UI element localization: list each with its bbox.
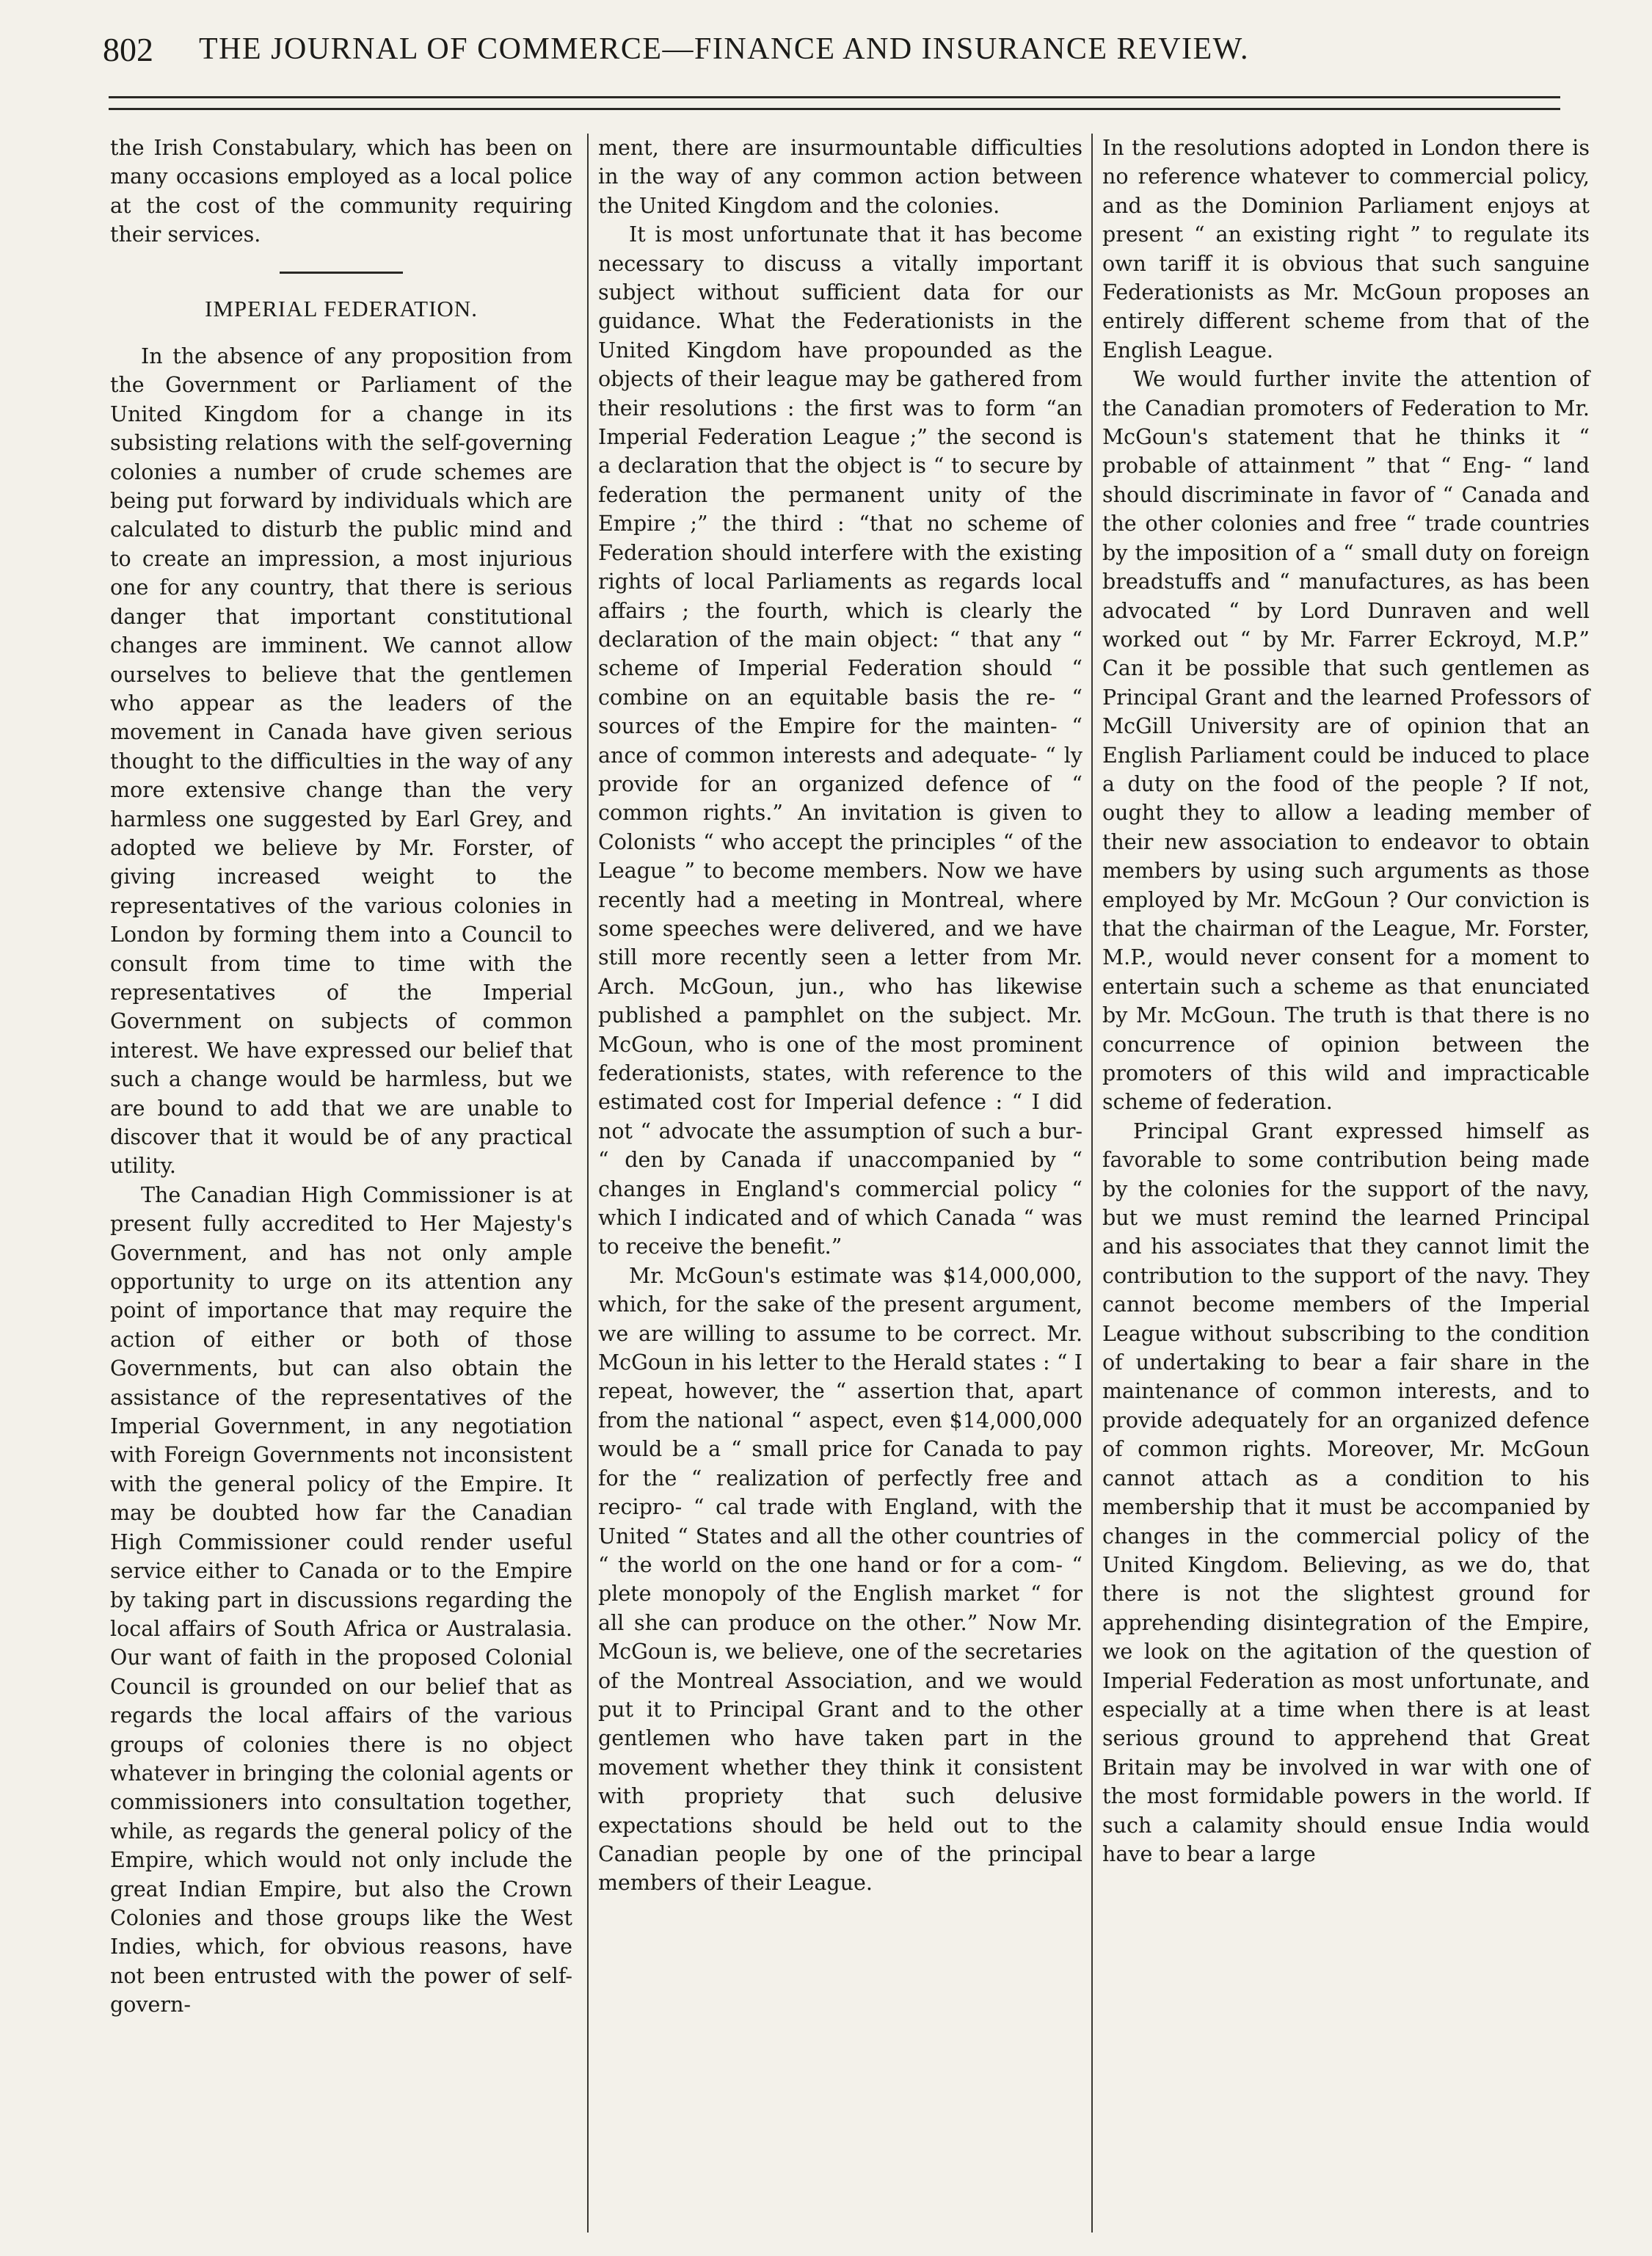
header-rule-bottom bbox=[109, 108, 1560, 110]
column-divider bbox=[587, 134, 589, 2233]
page-header bbox=[103, 23, 1600, 75]
column-2 bbox=[598, 134, 1082, 1898]
article-paragraph: In the resolutions adopted in London there is no reference whatever to commercial policy, and as the Dominion Parliament enjoys at present “ an existing right ” to regulate its own tariff it is obvious that such sanguine Federationists as Mr. McGoun proposes an entirely different scheme from that of the English League. bbox=[1102, 136, 1590, 363]
article-heading: IMPERIAL FEDERATION. bbox=[205, 295, 478, 321]
article-paragraph: ment, there are insurmountable difficulties in the way of any common action between the United Kingdom and the colonies. bbox=[598, 136, 1082, 218]
article-paragraph: The Canadian High Commissioner is at present fully accredited to Her Majesty's Government, and has not only ample opportunity to urge on its attention any point of importance that may require the action of either or both of those Governments, but can also obtain the assistance of the representatives of the Imperial Government, in any negotiation with Foreign Governments not inconsistent with the general policy of the Empire. It may be doubted how far the Canadian High Commissioner could render useful service either to Canada or to the Empire by taking part in discussions regarding the local affairs of South Africa or Australasia. Our want of faith in the proposed Colonial Council is grounded on our belief that as regards the local affairs of the various groups of colonies there is no object whatever in bringing the colonial agents or commissioners into consultation together, while, as regards the general policy of the Empire, which would not only include the great Indian Empire, but also the Crown Colonies and those groups like the West Indies, which, for obvious reasons, have not been entrusted with the power of self-govern- bbox=[110, 1182, 572, 2017]
article-paragraph: In the absence of any proposition from the Government or Parliament of the United Kingdom for a change in its subsisting relations with the self-governing colonies a number of crude schemes are being put forward by individuals which are calculated to disturb the public mind and to create an impression, a most injurious one for any country, that there is serious danger that important constitutional changes are imminent. We cannot allow ourselves to believe that the gentlemen who appear as the leaders of the movement in Canada have given serious thought to the difficulties in the way of any more extensive change than the very harmless one suggested by Earl Grey, and adopted we believe by Mr. Forster, of giving increased weight to the representatives of the various colonies in London by forming them into a Council to consult from time to time with the representatives of the Imperial Government on subjects of common interest. We have expressed our belief that such a change would be harmless, but we are bound to add that we are unable to discover that it would be of any practical utility. bbox=[110, 344, 572, 1179]
column-1 bbox=[110, 134, 572, 2020]
article-paragraph: Mr. McGoun's estimate was $14,000,000, which, for the sake of the present argument, we are willing to assume to be correct. Mr. McGoun in his letter to the Herald states : “ I repeat, however, the “ assertion that, apart from the national “ aspect, even $14,000,000 would be a “ small price for Canada to pay for the “ realization of perfectly free and recipro- “ cal trade with England, with the United “ States and all the other countries of “ the world on the one hand or for a com- “ plete monopoly of the English market “ for all she can produce on the other.” Now Mr. McGoun is, we believe, one of the secretaries of the Montreal Association, and we would put it to Principal Grant and to the other gentlemen who have taken part in the movement whether they think it consistent with propriety that such delusive expectations should be held out to the Canadian people by one of the principal members of their League. bbox=[598, 1263, 1082, 1896]
column-3 bbox=[1102, 134, 1590, 1869]
article-paragraph: We would further invite the attention of the Canadian promoters of Federation to Mr. McGoun's statement that he thinks it “ probable of attainment ” that “ Eng- “ land should discriminate in favor of “ Canada and the other colonies and free “ trade countries by the imposition of a “ small duty on foreign breadstuffs and “ manufactures, as has been advocated “ by Lord Dunraven and well worked out “ by Mr. Farrer Eckroyd, M.P.” Can it be possible that such gentlemen as Principal Grant and the learned Professors of McGill University are of opinion that an English Parliament could be induced to place a duty on the food of the people ? If not, ought they to allow a leading member of their new association to endeavor to obtain members by using such arguments as those employed by Mr. McGoun ? Our conviction is that the chairman of the League, Mr. Forster, M.P., would never consent for a moment to entertain such a scheme as that enunciated by Mr. McGoun. The truth is that there is no concurrence of opinion between the promoters of this wild and impracticable scheme of federation. bbox=[1102, 367, 1590, 1115]
section-divider bbox=[280, 272, 403, 274]
page-number: 802 bbox=[103, 30, 153, 68]
column-divider bbox=[1091, 134, 1093, 2233]
article-paragraph: It is most unfortunate that it has become necessary to discuss a vitally important subject without sufficient data for our guidance. What the Federationists in the United Kingdom have propounded as the objects of their league may be gathered from their resolutions : the first was to form “an Imperial Federation League ;” the second is a declaration that the object is “ to secure by federation the permanent unity of the Empire ;” the third : “that no scheme of Federation should interfere with the existing rights of local Parliaments as regards local affairs ; the fourth, which is clearly the declaration of the main object: “ that any “ scheme of Imperial Federation should “ combine on an equitable basis the re- “ sources of the Empire for the mainten- “ ance of common interests and adequate- “ ly provide for an organized defence of “ common rights.” An invitation is given to Colonists “ who accept the principles “ of the League ” to become members. Now we have recently had a meeting in Montreal, where some speeches were delivered, and we have still more recently seen a letter from Mr. Arch. McGoun, jun., who has likewise published a pamphlet on the subject. Mr. McGoun, who is one of the most prominent federationists, states, with reference to the estimated cost for Imperial defence : “ I did not “ advocate the assumption of such a bur- “ den by Canada if unaccompanied by “ changes in England's commercial policy “ which I indicated and of which Canada “ was to receive the benefit.” bbox=[598, 222, 1082, 1259]
header-rule-top bbox=[109, 96, 1560, 98]
article-paragraph: Principal Grant expressed himself as favorable to some contribution being made by the colonies for the support of the navy, but we must remind the learned Principal and his associates that they cannot limit the contribution to the support of the navy. They cannot become members of the Imperial League without subscribing to the condition of undertaking to bear a fair share in the maintenance of common interests, and to provide adequately for an organized defence of common rights. Moreover, Mr. McGoun cannot attach as a condition to his membership that it must be accompanied by changes in the commercial policy of the United Kingdom. Believing, as we do, that there is not the slightest ground for apprehending disintegration of the Empire, we look on the agitation of the question of Imperial Federation as most unfortunate, and especially at a time when there is at least serious ground to apprehend that Great Britain may be involved in war with one of the most formidable powers in the world. If such a calamity should ensue India would have to bear a large bbox=[1102, 1118, 1590, 1866]
continuation-paragraph: the Irish Constabulary, which has been on many occasions employed as a local police at the cost of the community requiring their services. bbox=[110, 136, 572, 247]
journal-title: THE JOURNAL OF COMMERCE—FINANCE AND INSURANCE REVIEW. bbox=[199, 32, 1249, 66]
